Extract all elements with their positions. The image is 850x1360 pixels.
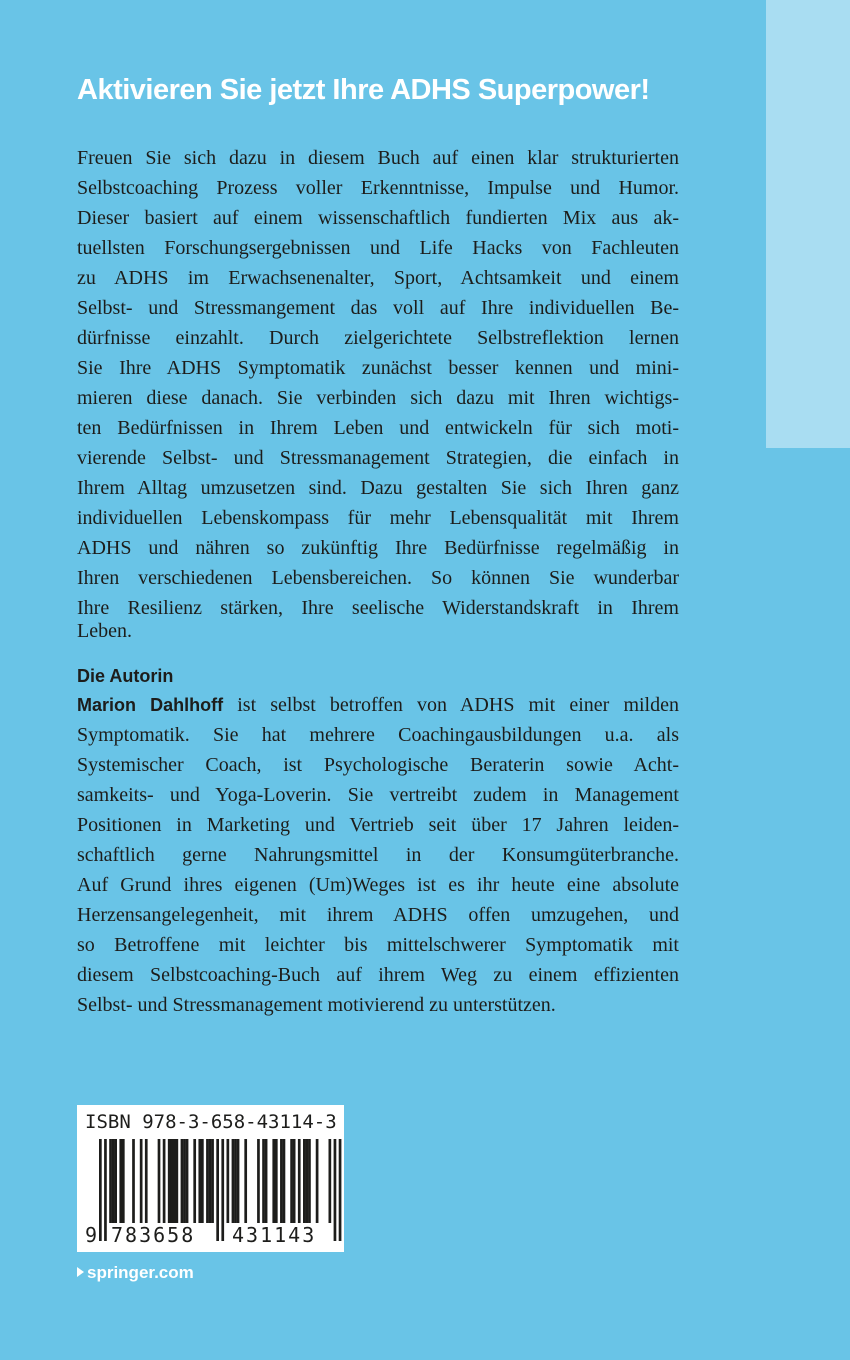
publisher-url: springer.com [87, 1263, 194, 1282]
barcode-bar [173, 1139, 176, 1223]
barcode-bar [298, 1139, 301, 1223]
barcode-bar [163, 1139, 166, 1223]
barcode-bar [132, 1139, 135, 1223]
description-line: mieren diese danach. Sie verbinden sich dazu mit Ihren wichtigs- [77, 387, 679, 409]
barcode-bar [293, 1139, 296, 1223]
barcode-guard-bar [334, 1139, 337, 1241]
barcode-bar [198, 1139, 201, 1223]
barcode-bar [181, 1139, 184, 1223]
description-line: ADHS und nähren so zukünftig Ihre Bedürfnisse regelmäßig in [77, 537, 679, 559]
author-line: Herzensangelegenheit, mit ihrem ADHS offen umzugehen, und [77, 904, 679, 926]
barcode-bar [112, 1139, 115, 1223]
barcode-bar [201, 1139, 204, 1223]
description-line: ten Bedürfnissen in Ihrem Leben und entwickeln für sich moti- [77, 417, 679, 439]
description-line: Dieser basiert auf einem wissenschaftlich fundierten Mix aus ak- [77, 207, 679, 229]
barcode-bar [244, 1139, 247, 1223]
barcode-bar [140, 1139, 143, 1223]
barcode-guard-bar [216, 1139, 219, 1241]
description-line: dürfnisse einzahlt. Durch zielgerichtete Selbstreflektion lernen [77, 327, 679, 349]
author-name: Marion Dahlhoff [77, 695, 224, 715]
barcode-bar [176, 1139, 179, 1223]
isbn-label: ISBN 978-3-658-43114-3 [85, 1111, 337, 1133]
description-line: Selbstcoaching Prozess voller Erkenntnisse, Impulse und Humor. [77, 177, 679, 199]
barcode-bar [234, 1139, 237, 1223]
barcode-bar [280, 1139, 283, 1223]
barcode-bar [283, 1139, 286, 1223]
author-line: so Betroffene mit leichter bis mittelschwerer Symptomatik mit [77, 934, 679, 956]
headline: Aktivieren Sie jetzt Ihre ADHS Superpower! [77, 74, 650, 106]
description-line: Freuen Sie sich dazu in diesem Buch auf einen klar strukturierten [77, 147, 679, 169]
author-line: Positionen in Marketing und Vertrieb seit über 17 Jahren leiden- [77, 814, 679, 836]
author-line: Auf Grund ihres eigenen (Um)Weges ist es ihr heute eine absolute [77, 874, 679, 896]
author-line: diesem Selbstcoaching-Buch auf ihrem Weg zu einem effizienten [77, 964, 679, 986]
isbn-barcode [77, 1105, 344, 1252]
barcode-bar [237, 1139, 240, 1223]
barcode-lead-digit: 9 [85, 1223, 98, 1247]
barcode-bar [186, 1139, 189, 1223]
description-line: Ihre Resilienz stärken, Ihre seelische Widerstandskraft in Ihrem [77, 597, 679, 619]
barcode-bar [303, 1139, 306, 1223]
description-line: tuellsten Forschungsergebnissen und Life Hacks von Fachleuten [77, 237, 679, 259]
barcode-bar [193, 1139, 196, 1223]
barcode-bar [308, 1139, 311, 1223]
barcode-guard-bar [221, 1139, 224, 1241]
description-line: vierende Selbst- und Stressmanagement Strategien, die einfach in [77, 447, 679, 469]
barcode-bar [183, 1139, 186, 1223]
barcode-bar [145, 1139, 148, 1223]
barcode-bar [158, 1139, 161, 1223]
description-line: zu ADHS im Erwachsenenalter, Sport, Achtsamkeit und einem [77, 267, 679, 289]
barcode-bar [209, 1139, 212, 1223]
barcode-bar [232, 1139, 235, 1223]
barcode-bar [272, 1139, 275, 1223]
barcode-bar [109, 1139, 112, 1223]
barcode-bar [290, 1139, 293, 1223]
author-line: Symptomatik. Sie hat mehrere Coachingausbildungen u.a. als [77, 724, 679, 746]
author-line: Selbst- und Stressmanagement motivierend zu unterstützen. [77, 994, 556, 1016]
barcode-bar [262, 1139, 265, 1223]
barcode-bar [119, 1139, 122, 1223]
author-heading: Die Autorin [77, 666, 174, 686]
barcode-right-digits: 431143 [232, 1223, 317, 1247]
description-line: Leben. [77, 620, 132, 642]
author-line: samkeits- und Yoga-Loverin. Sie vertreibt zudem in Management [77, 784, 679, 806]
arrow-right-icon [77, 1267, 84, 1277]
barcode-guard-bar [104, 1139, 107, 1241]
description-line: Ihrem Alltag umzusetzen sind. Dazu gestalten Sie sich Ihren ganz [77, 477, 679, 499]
side-color-band [766, 0, 850, 448]
barcode-bar [275, 1139, 278, 1223]
barcode-bar [211, 1139, 214, 1223]
barcode-bar [316, 1139, 319, 1223]
barcode-bar [206, 1139, 209, 1223]
barcode-bar [114, 1139, 117, 1223]
barcode-bar [168, 1139, 171, 1223]
publisher-link[interactable] [77, 1263, 194, 1283]
description-line: individuellen Lebenskompass für mehr Lebensqualität mit Ihrem [77, 507, 679, 529]
barcode-bar [170, 1139, 173, 1223]
barcode-bar [257, 1139, 260, 1223]
barcode-guard-bar [99, 1139, 102, 1241]
barcode-bar [329, 1139, 332, 1223]
description-line: Sie Ihre ADHS Symptomatik zunächst besser kennen und mini- [77, 357, 679, 379]
author-line: Systemischer Coach, ist Psychologische Beraterin sowie Acht- [77, 754, 679, 776]
barcode-bar [306, 1139, 309, 1223]
barcode-left-digits: 783658 [111, 1223, 196, 1247]
barcode-guard-bar [339, 1139, 342, 1241]
author-first-line [77, 690, 679, 720]
description-line: Ihren verschiedenen Lebensbereichen. So können Sie wunderbar [77, 567, 679, 589]
barcode-bar [122, 1139, 125, 1223]
barcode-bar [227, 1139, 230, 1223]
description-line: Selbst- und Stressmangement das voll auf Ihre individuellen Be- [77, 297, 679, 319]
author-first-line-rest: ist selbst betroffen von ADHS mit einer milden [223, 694, 679, 716]
barcode-bar [265, 1139, 268, 1223]
author-line: schaftlich gerne Nahrungsmittel in der Konsumgüterbranche. [77, 844, 679, 866]
